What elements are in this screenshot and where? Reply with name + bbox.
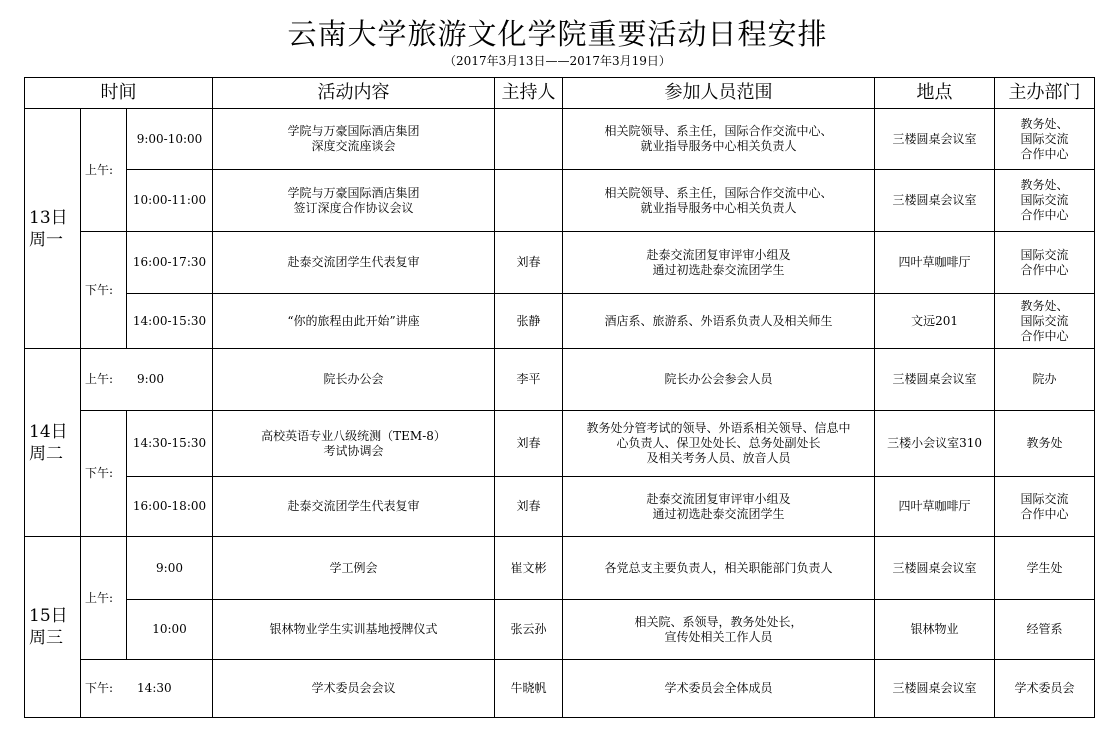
schedule-row [25,170,1095,232]
cell-line: 合作中心 [1020,328,1069,343]
participants-cell [563,537,875,600]
cell-line: 合作中心 [1020,146,1069,161]
location-cell: 三楼小会议室310 [875,411,995,477]
cell-line: “你的旅程由此开始”讲座 [287,313,420,328]
cell-line: 国际交流 [1020,131,1069,146]
activity-cell [213,232,495,294]
activity-cell [213,537,495,600]
time-slot: 10:00 [127,600,213,660]
location-cell: 文远201 [875,294,995,349]
period-label: 下午: [81,411,127,537]
date-range: （2017年3月13日——2017年3月19日） [444,54,671,68]
time-slot: 14:30-15:30 [127,411,213,477]
period-label: 上午: [85,372,114,386]
day-weekday: 周三 [29,628,63,648]
location-cell: 三楼圆桌会议室 [875,170,995,232]
cell-line: 学院与万豪国际酒店集团 [287,185,420,200]
cell-line: 赴泰交流团复审评审小组及 [646,247,791,262]
cell-line: 学术委员会会议 [311,681,396,695]
time-slot: 16:00-17:30 [127,232,213,294]
cell-line: 赴泰交流团复审评审小组及 [646,491,791,506]
time-slot: 10:00-11:00 [127,170,213,232]
cell-line: 宣传处相关工作人员 [664,629,773,644]
activity-cell [213,294,495,349]
cell-line: 通过初选赴泰交流团学生 [652,262,785,277]
host-cell: 张静 [495,294,563,349]
cell-line: 银林物业学生实训基地授牌仪式 [269,622,438,636]
day-date: 13日 [29,207,68,228]
period-time-cell [81,660,213,718]
activity-cell [213,349,495,411]
cell-line: 及相关考务人员、放音人员 [646,451,791,465]
time-slot: 9:00 [127,537,213,600]
host-cell: 刘春 [495,477,563,537]
location-cell: 三楼圆桌会议室 [875,109,995,170]
header-row [25,78,1095,109]
location-cell: 银林物业 [875,600,995,660]
period-time-cell [81,349,213,411]
cell-line: 酒店系、旅游系、外语系负责人及相关师生 [604,313,833,328]
cell-line: 考试协调会 [323,443,384,458]
header-participants: 参加人员范围 [563,78,875,109]
header-host: 主持人 [495,78,563,109]
header-organizer: 主办部门 [995,78,1095,109]
cell-line: 教务处 [1026,436,1063,450]
cell-line: 相关院领导、系主任，国际合作交流中心、 [604,185,833,200]
host-cell: 李平 [495,349,563,411]
cell-line: 国际交流 [1020,247,1069,262]
schedule-row [25,600,1095,660]
time-slot: 14:30 [137,681,172,695]
day-date: 14日 [29,421,68,442]
cell-line: 就业指导服务中心相关负责人 [640,139,797,153]
host-cell: 牛晓帆 [495,660,563,718]
host-cell [495,170,563,232]
day-weekday: 周二 [29,443,63,464]
activity-cell [213,477,495,537]
location-cell: 三楼圆桌会议室 [875,537,995,600]
cell-line: 学院与万豪国际酒店集团 [287,124,420,138]
organizer-cell [995,600,1095,660]
organizer-cell [995,232,1095,294]
host-cell: 刘春 [495,232,563,294]
participants-cell [563,349,875,411]
location-cell: 四叶草咖啡厅 [875,477,995,537]
organizer-cell [995,411,1095,477]
schedule-row [25,660,1095,718]
schedule-row [25,349,1095,411]
schedule-row [25,537,1095,600]
period-label: 上午: [81,537,127,660]
cell-line: 学生处 [1026,560,1063,575]
schedule-row [25,232,1095,294]
cell-line: 相关院领导、系主任，国际合作交流中心、 [604,124,833,138]
cell-line: 深度交流座谈会 [311,139,396,153]
schedule-table [24,77,1095,718]
participants-cell [563,232,875,294]
cell-line: 院办 [1032,372,1057,386]
cell-line: 国际交流 [1020,193,1069,207]
location-cell: 三楼圆桌会议室 [875,349,995,411]
participants-cell [563,660,875,718]
cell-line: 高校英语专业八级统测（TEM-8） [261,428,446,443]
schedule-row [25,109,1095,170]
organizer-cell [995,109,1095,170]
cell-line: 国际交流 [1020,491,1069,506]
organizer-cell [995,170,1095,232]
cell-line: 国际交流 [1020,313,1069,328]
time-slot: 16:00-18:00 [127,477,213,537]
header-time: 时间 [25,78,213,109]
header-location: 地点 [875,78,995,109]
cell-line: 学术委员会全体成员 [664,681,773,695]
activity-cell [213,411,495,477]
schedule-row [25,411,1095,477]
cell-line: 赴泰交流团学生代表复审 [287,499,420,513]
period-label: 上午: [81,109,127,232]
host-cell: 崔文彬 [495,537,563,600]
cell-line: 相关院、系领导，教务处处长， [634,614,803,629]
time-slot: 9:00-10:00 [127,109,213,170]
organizer-cell [995,349,1095,411]
cell-line: 合作中心 [1020,208,1069,222]
time-slot: 14:00-15:30 [127,294,213,349]
day-weekday: 周一 [29,229,63,250]
cell-line: 赴泰交流团学生代表复审 [287,255,420,269]
cell-line: 签订深度合作协议会议 [293,200,414,215]
host-cell: 张云孙 [495,600,563,660]
activity-cell [213,660,495,718]
location-cell: 四叶草咖啡厅 [875,232,995,294]
cell-line: 学工例会 [329,560,378,575]
cell-line: 学术委员会 [1014,681,1075,695]
organizer-cell [995,294,1095,349]
cell-line: 教务处、 [1020,178,1069,192]
location-cell: 三楼圆桌会议室 [875,660,995,718]
day-label [25,349,81,537]
activity-cell [213,109,495,170]
cell-line: 院长办公会 [323,372,384,386]
day-date: 15日 [29,606,68,626]
time-slot: 9:00 [137,372,164,386]
cell-line: 就业指导服务中心相关负责人 [640,200,797,215]
participants-cell [563,109,875,170]
cell-line: 教务处、 [1020,116,1069,131]
host-cell: 刘春 [495,411,563,477]
cell-line: 心负责人、保卫处处长、总务处副处长 [616,436,821,450]
cell-line: 教务处分管考试的领导、外语系相关领导、信息中 [586,421,851,435]
organizer-cell [995,660,1095,718]
participants-cell [563,294,875,349]
cell-line: 经管系 [1026,622,1063,636]
participants-cell [563,600,875,660]
participants-cell [563,170,875,232]
page-title: 云南大学旅游文化学院重要活动日程安排 [287,17,828,51]
organizer-cell [995,537,1095,600]
cell-line: 通过初选赴泰交流团学生 [652,506,785,521]
schedule-row [25,294,1095,349]
cell-line: 合作中心 [1020,506,1069,521]
period-label: 下午: [81,232,127,349]
header-activity: 活动内容 [213,78,495,109]
activity-cell [213,600,495,660]
day-label [25,109,81,349]
day-label [25,537,81,718]
period-label: 下午: [85,681,114,695]
participants-cell [563,477,875,537]
participants-cell [563,411,875,477]
cell-line: 教务处、 [1020,298,1069,313]
organizer-cell [995,477,1095,537]
cell-line: 各党总支主要负责人，相关职能部门负责人 [604,560,833,575]
activity-cell [213,170,495,232]
schedule-row [25,477,1095,537]
cell-line: 院长办公会参会人员 [664,372,773,386]
host-cell [495,109,563,170]
cell-line: 合作中心 [1020,262,1069,277]
